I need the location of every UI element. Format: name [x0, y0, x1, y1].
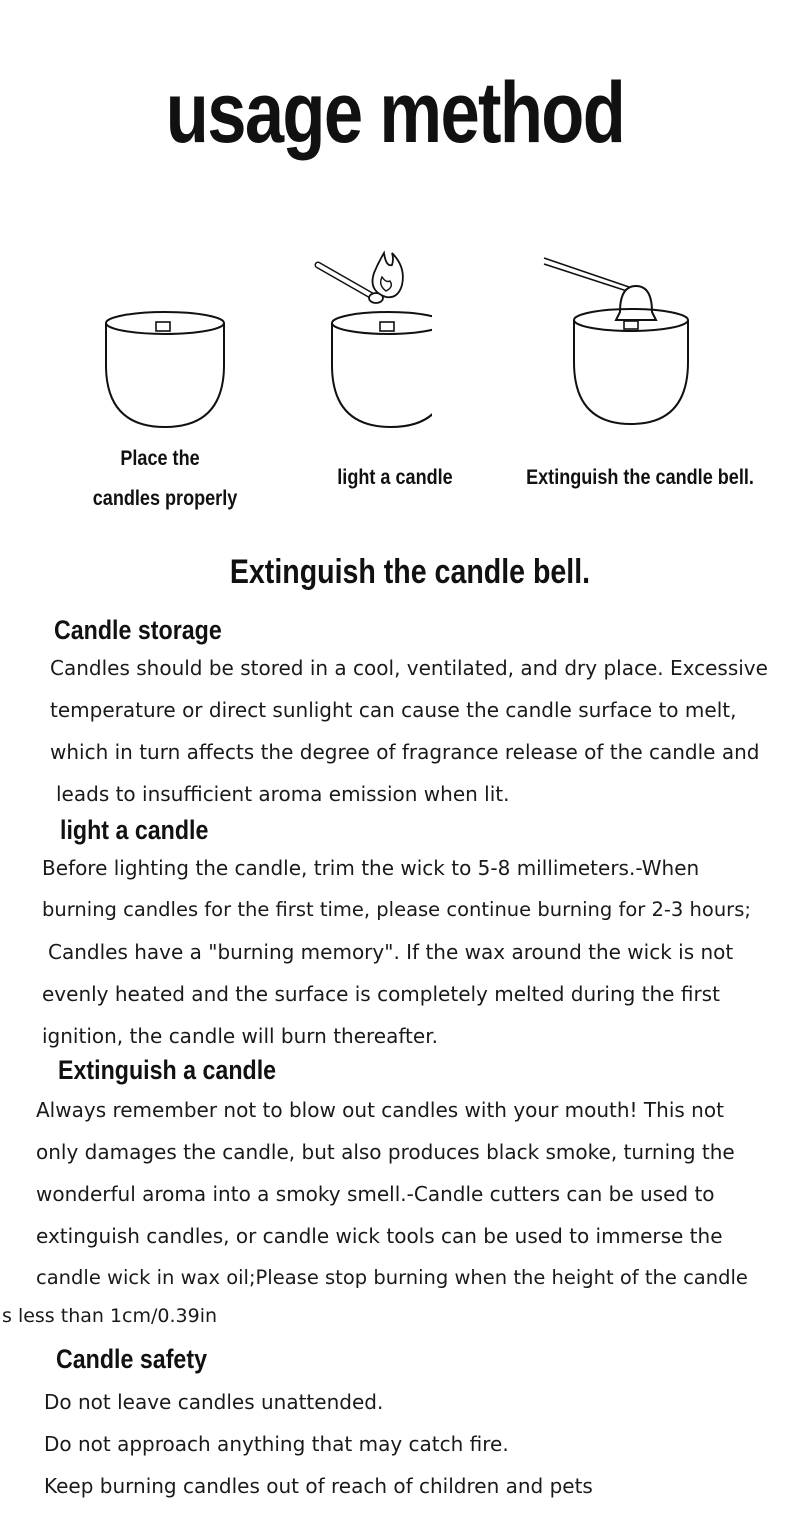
step-place-candle [100, 305, 230, 433]
storage-line-2: temperature or direct sunlight can cause the candle surface to melt, [50, 698, 737, 722]
candle-jar-icon [100, 305, 230, 433]
extinguish-line-3: wonderful aroma into a smoky smell.-Candle cutters can be used to [36, 1182, 715, 1206]
light-line-4: evenly heated and the surface is completely melted during the first [42, 982, 720, 1006]
lit-match-icon [312, 245, 432, 435]
candle-snuffer-icon [540, 252, 690, 432]
section-title-extinguish: Extinguish a candle [58, 1055, 277, 1085]
light-line-2: burning candles for the first time, please continue burning for 2-3 hours; [42, 898, 751, 921]
step-extinguish-bell [540, 252, 690, 432]
safety-line-3: Keep burning candles out of reach of children and pets [44, 1474, 593, 1498]
extinguish-line-2: only damages the candle, but also produces black smoke, turning the [36, 1140, 735, 1164]
main-heading: Extinguish the candle bell. [229, 553, 591, 591]
storage-line-4: leads to insufficient aroma emission when lit. [56, 782, 510, 806]
section-title-light: light a candle [60, 815, 209, 845]
extinguish-line-5: candle wick in wax oil;Please stop burning when the height of the candle [36, 1266, 748, 1289]
step-label-place-line2: candles properly [92, 487, 238, 510]
storage-line-3: which in turn affects the degree of fragrance release of the candle and [50, 740, 760, 764]
storage-line-1: Candles should be stored in a cool, ventilated, and dry place. Excessive [50, 656, 768, 680]
section-title-safety: Candle safety [56, 1344, 207, 1374]
step-light-candle [312, 245, 432, 435]
light-line-3: Candles have a "burning memory". If the wax around the wick is not [48, 940, 734, 964]
step-label-light: light a candle [337, 466, 453, 489]
section-title-storage: Candle storage [54, 615, 222, 645]
safety-line-2: Do not approach anything that may catch fire. [44, 1432, 509, 1456]
extinguish-line-4: extinguish candles, or candle wick tools can be used to immerse the [36, 1224, 723, 1248]
safety-line-1: Do not leave candles unattended. [44, 1390, 384, 1414]
light-line-1: Before lighting the candle, trim the wick to 5-8 millimeters.-When [42, 856, 700, 880]
extinguish-line-6: s less than 1cm/0.39in [2, 1305, 218, 1327]
page-title: usage method [165, 65, 625, 161]
extinguish-line-1: Always remember not to blow out candles with your mouth! This not [36, 1098, 724, 1122]
step-label-place-line1: Place the [120, 447, 200, 470]
step-label-extinguish: Extinguish the candle bell. [526, 466, 754, 489]
light-line-5: ignition, the candle will burn thereafter. [42, 1024, 438, 1048]
